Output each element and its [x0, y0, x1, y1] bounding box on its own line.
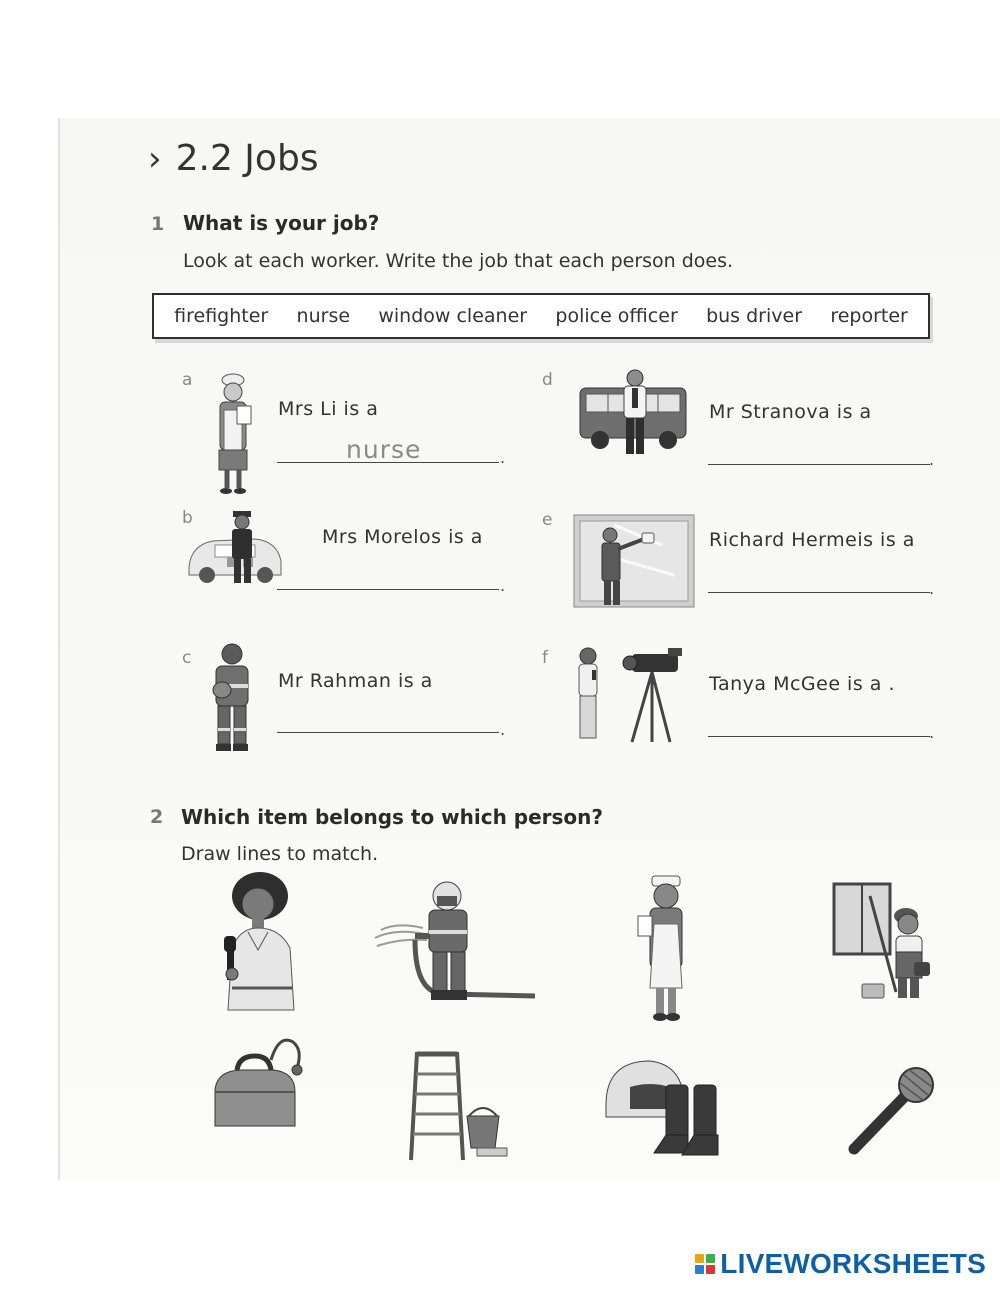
firefighter-person-illustration[interactable]	[375, 878, 540, 1008]
word-bank	[152, 293, 930, 339]
firefighter-illustration	[200, 640, 260, 755]
answer-line-e[interactable]	[708, 592, 930, 593]
answer-line-f[interactable]	[708, 736, 930, 737]
nurse-person-illustration[interactable]	[632, 870, 702, 1025]
answer-line-c[interactable]	[277, 732, 499, 733]
exercise-1-title: What is your job?	[183, 211, 380, 235]
item-letter-f: f	[542, 648, 548, 668]
full-stop: .	[500, 720, 506, 739]
word-bank-item: nurse	[296, 305, 351, 327]
full-stop: .	[500, 448, 506, 467]
reporter-illustration	[572, 642, 692, 744]
liveworksheets-logo[interactable]	[695, 1248, 986, 1280]
item-letter-d: d	[542, 370, 553, 390]
answer-line-b[interactable]	[277, 589, 499, 590]
logo-text: LIVEWORKSHEETS	[720, 1248, 986, 1279]
logo-square	[706, 1265, 715, 1274]
sentence-a: Mrs Li is a	[278, 398, 379, 420]
logo-mark-icon	[695, 1254, 715, 1274]
exercise-2-number: 2	[150, 806, 164, 828]
item-letter-e: e	[542, 510, 553, 530]
item-letter-a: a	[182, 370, 193, 390]
sentence-b: Mrs Morelos is a	[322, 526, 483, 548]
section-title-text: 2.2 Jobs	[175, 138, 319, 179]
logo-square	[695, 1254, 704, 1263]
item-letter-c: c	[182, 648, 192, 668]
reporter-person-illustration[interactable]	[210, 870, 310, 1015]
microphone-icon[interactable]	[840, 1065, 940, 1160]
helmet-boots-icon[interactable]	[600, 1055, 730, 1165]
ladder-bucket-icon[interactable]	[405, 1048, 515, 1163]
sentence-d: Mr Stranova is a	[709, 401, 872, 423]
answer-line-d[interactable]	[708, 464, 930, 465]
sentence-c: Mr Rahman is a	[278, 670, 433, 692]
exercise-1-instruction: Look at each worker. Write the job that each person does.	[183, 250, 734, 272]
logo-square	[695, 1265, 704, 1274]
nurse-illustration	[205, 370, 265, 500]
sentence-f: Tanya McGee is a .	[709, 673, 895, 695]
doctor-bag-stethoscope-icon[interactable]	[203, 1030, 313, 1135]
item-letter-b: b	[182, 508, 193, 528]
word-bank-item: bus driver	[706, 305, 802, 327]
full-stop: .	[500, 576, 506, 595]
full-stop: .	[929, 450, 935, 469]
exercise-2-title: Which item belongs to which person?	[181, 805, 604, 829]
sentence-e: Richard Hermeis is a	[709, 529, 915, 551]
word-bank-item: firefighter	[174, 305, 269, 327]
window-cleaner-illustration	[574, 515, 694, 607]
word-bank-item: police officer	[555, 305, 678, 327]
bus-driver-illustration	[578, 366, 690, 462]
word-bank-item: reporter	[830, 305, 908, 327]
word-bank-item: window cleaner	[378, 305, 528, 327]
full-stop: .	[929, 723, 935, 742]
full-stop: .	[929, 579, 935, 598]
window-cleaner-person-illustration[interactable]	[830, 880, 940, 1005]
exercise-1-number: 1	[151, 213, 165, 235]
police-officer-illustration	[185, 505, 285, 587]
logo-square	[706, 1254, 715, 1263]
chevron-right-icon: ›	[148, 139, 162, 179]
exercise-2-instruction: Draw lines to match.	[181, 843, 379, 865]
section-title	[148, 138, 319, 179]
answer-a[interactable]: nurse	[346, 435, 422, 464]
